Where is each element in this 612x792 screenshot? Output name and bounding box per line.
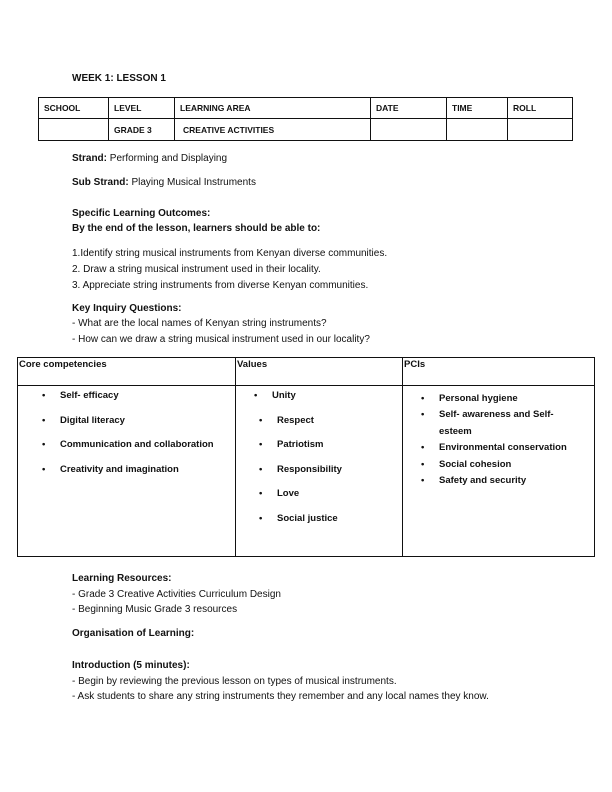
cell-school xyxy=(39,119,109,141)
core-competencies-list xyxy=(18,386,235,488)
cell-date xyxy=(371,119,447,141)
inquiry-title: Key Inquiry Questions: xyxy=(72,303,182,314)
outcome-item: 3. Appreciate string instruments from diverse Kenyan communities. xyxy=(72,280,369,291)
inquiry-item: - How can we draw a string musical instrument used in our locality? xyxy=(72,334,370,345)
col-date: DATE xyxy=(371,98,447,119)
outcome-item: 2. Draw a string musical instrument used in their locality. xyxy=(72,264,321,275)
header-row xyxy=(39,98,573,119)
pcis-cell xyxy=(403,386,595,557)
list-item: • Digital literacy xyxy=(60,415,235,440)
competency-table xyxy=(17,357,595,557)
list-item: • Patriotism xyxy=(277,439,407,464)
col-pcis: PCIs xyxy=(403,358,595,386)
resources-title: Learning Resources: xyxy=(72,573,172,584)
outcomes-intro: By the end of the lesson, learners should be able to: xyxy=(72,223,321,234)
resource-item: - Beginning Music Grade 3 resources xyxy=(72,604,238,615)
col-values: Values xyxy=(236,358,403,386)
values-cell xyxy=(236,386,403,557)
outcome-item: 1.Identify string musical instruments from Kenyan diverse communities. xyxy=(72,248,388,259)
list-item: • Self- efficacy xyxy=(60,390,235,415)
cell-level: GRADE 3 xyxy=(109,119,175,141)
list-item: • Self- awareness and Self- xyxy=(439,407,594,423)
core-competencies-cell xyxy=(18,386,236,557)
strand xyxy=(72,153,227,165)
cell-roll xyxy=(508,119,573,141)
values-list xyxy=(236,386,402,537)
col-time: TIME xyxy=(447,98,508,119)
list-item: • Respect xyxy=(277,415,407,440)
organisation-title: Organisation of Learning: xyxy=(72,628,195,639)
list-item: • Creativity and imagination xyxy=(60,464,235,489)
list-item: • Personal hygiene xyxy=(439,391,594,407)
list-item: • Environmental conservation xyxy=(439,440,594,456)
inquiry-item: - What are the local names of Kenyan string instruments? xyxy=(72,318,327,329)
list-item: • Safety and security xyxy=(439,473,594,489)
col-school: SCHOOL xyxy=(39,98,109,119)
list-item-continuation: esteem xyxy=(439,425,472,437)
strand-label: Strand: xyxy=(72,153,107,164)
header-values-row xyxy=(39,119,573,141)
outcomes-title: Specific Learning Outcomes: xyxy=(72,208,211,219)
introduction-item: - Ask students to share any string instruments they remember and any local names they know. xyxy=(72,691,489,702)
sub-strand xyxy=(72,177,256,189)
list-item: • Communication and collaboration xyxy=(60,439,235,464)
col-learning-area: LEARNING AREA xyxy=(175,98,371,119)
introduction-item: - Begin by reviewing the previous lesson on types of musical instruments. xyxy=(72,676,397,687)
lesson-heading: WEEK 1: LESSON 1 xyxy=(72,73,166,84)
list-item: • Responsibility xyxy=(277,464,407,489)
sub-strand-value: Playing Musical Instruments xyxy=(128,177,256,188)
list-item: • Social justice xyxy=(277,513,407,538)
col-level: LEVEL xyxy=(109,98,175,119)
cell-time xyxy=(447,119,508,141)
col-core-competencies: Core competencies xyxy=(18,358,236,386)
strand-value: Performing and Displaying xyxy=(107,153,228,164)
pcis-list xyxy=(403,386,594,489)
introduction-title: Introduction (5 minutes): xyxy=(72,660,190,671)
sub-strand-label: Sub Strand: xyxy=(72,177,129,188)
lesson-header-table xyxy=(38,97,573,141)
list-item: • Social cohesion xyxy=(439,457,594,473)
resource-item: - Grade 3 Creative Activities Curriculum Design xyxy=(72,589,281,600)
cell-learning-area: CREATIVE ACTIVITIES xyxy=(175,119,371,141)
list-item: • Love xyxy=(277,488,407,513)
list-item: • Unity xyxy=(272,390,402,415)
col-roll: ROLL xyxy=(508,98,573,119)
